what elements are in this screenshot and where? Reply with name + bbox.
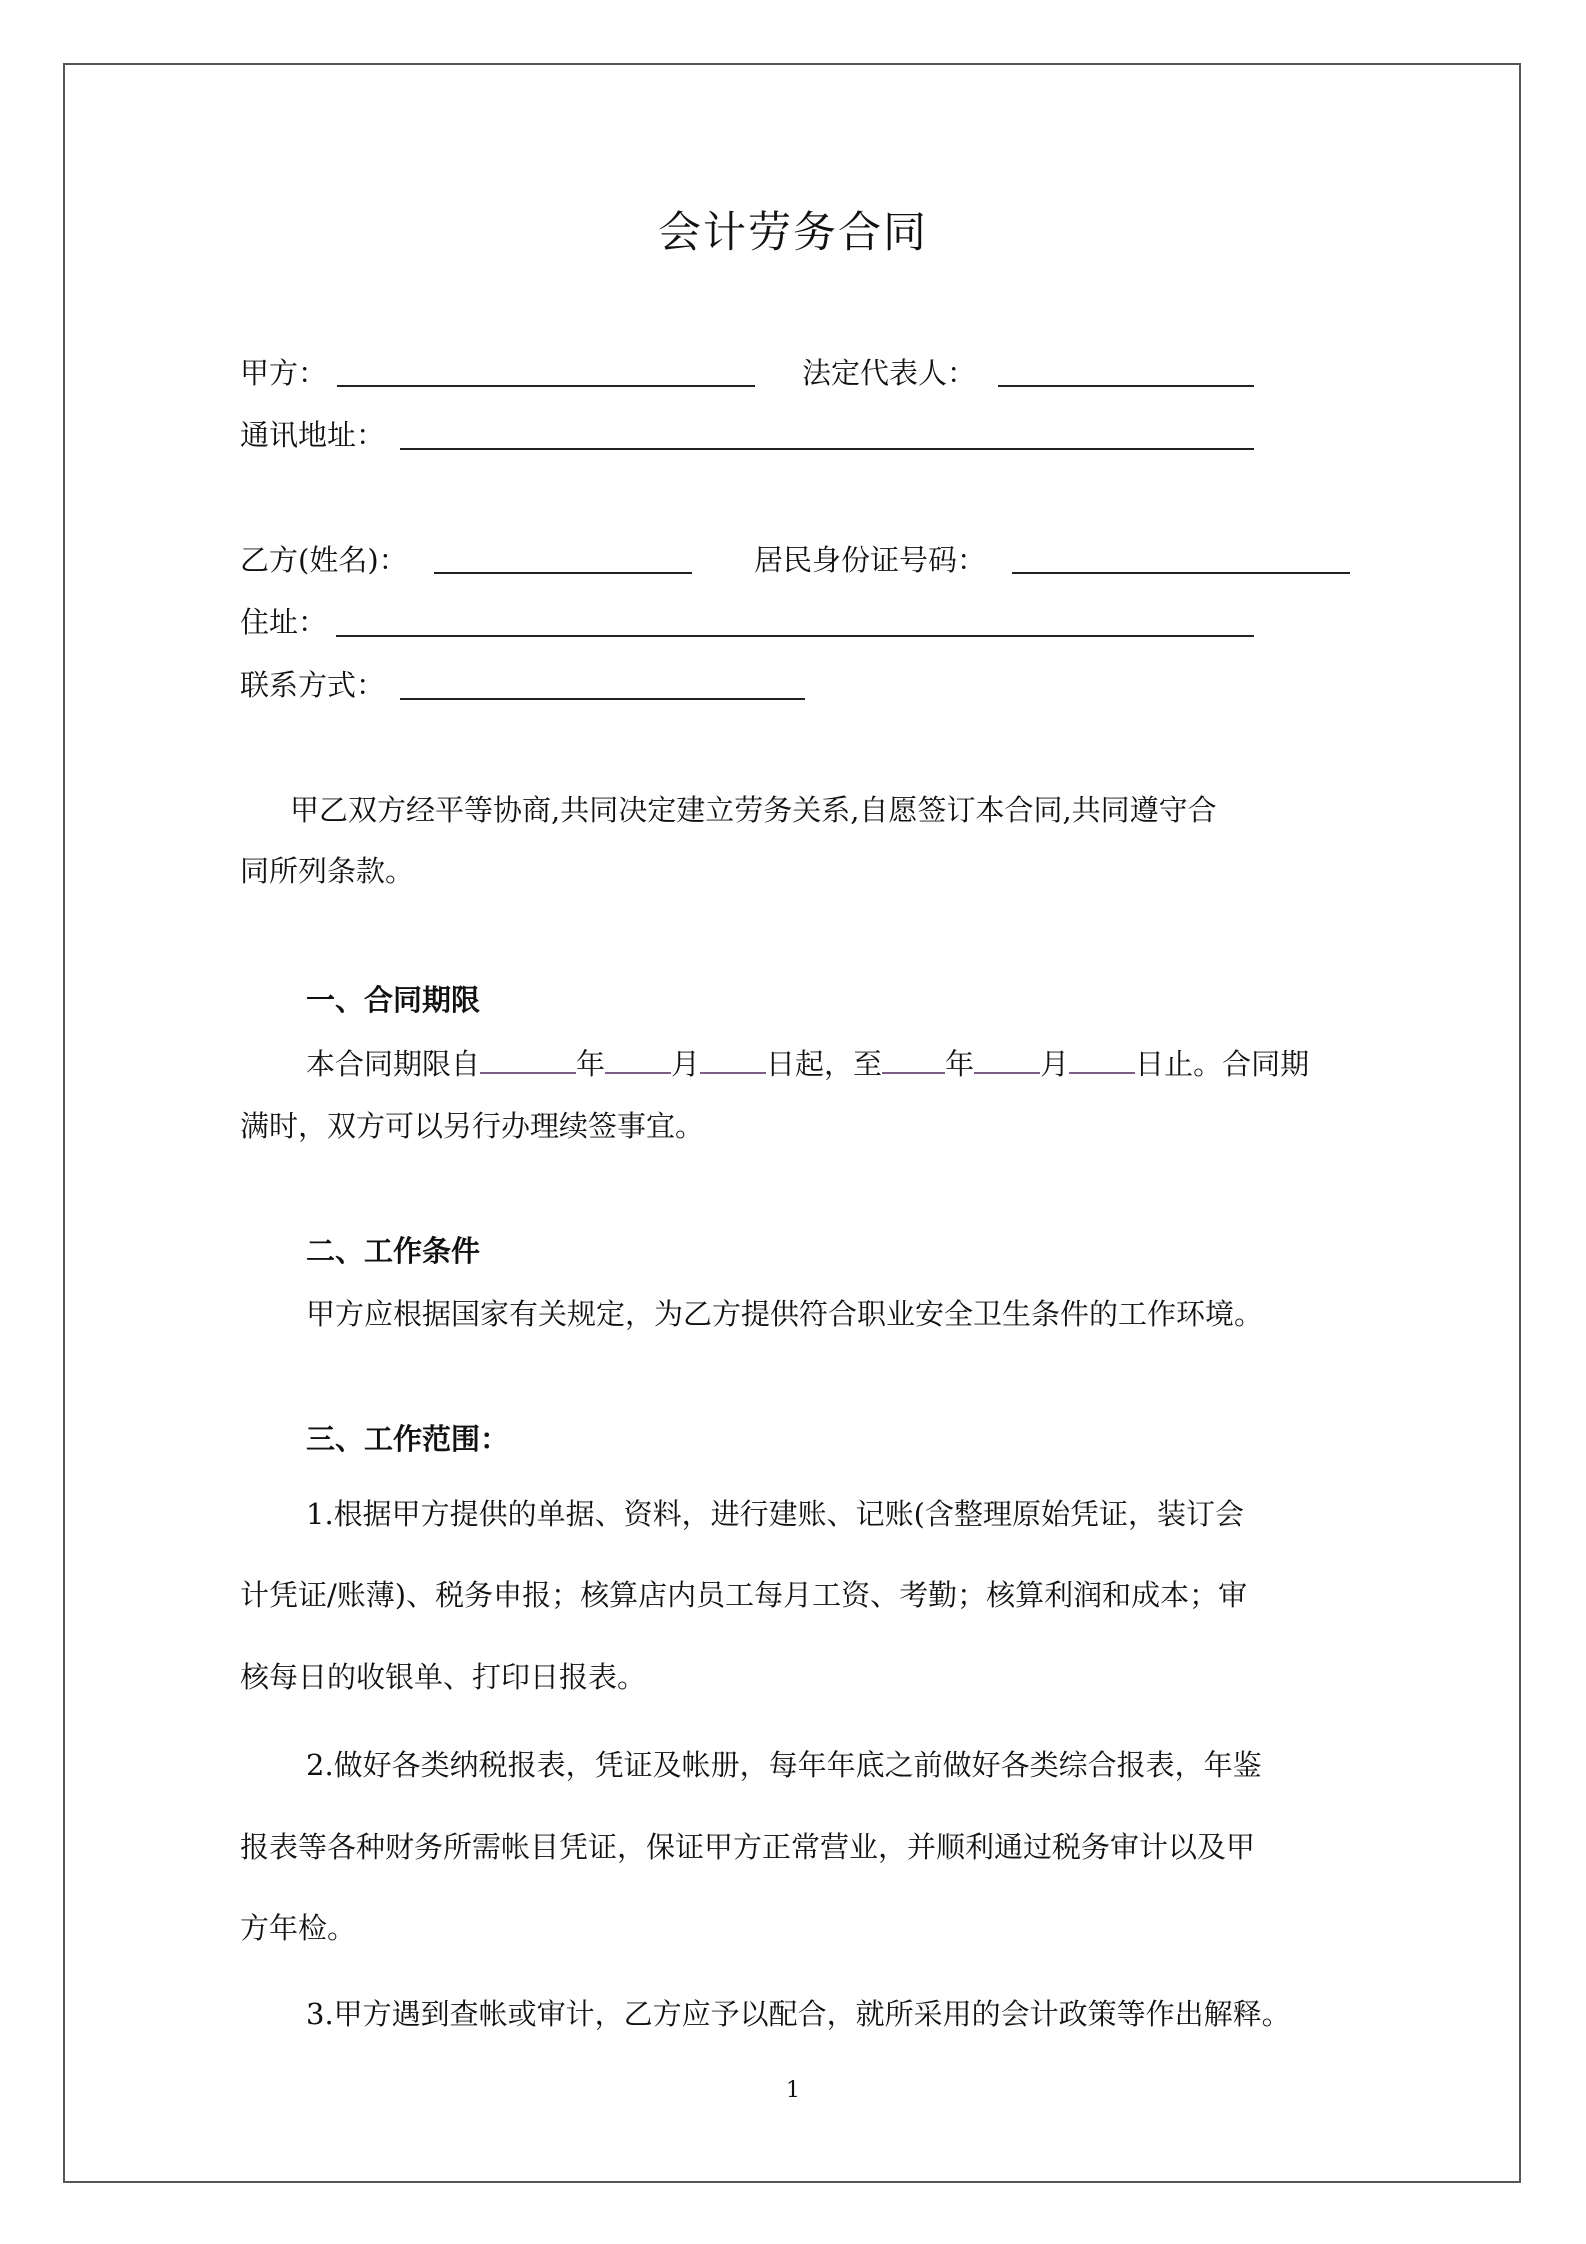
- id-number-field[interactable]: [1012, 572, 1350, 574]
- intro-line-1: 甲乙双方经平等协商,共同决定建立劳务关系,自愿签订本合同,共同遵守合: [290, 793, 1217, 827]
- section-2-heading: 二、工作条件: [306, 1234, 481, 1268]
- start-month-blank[interactable]: [605, 1046, 671, 1074]
- item-1-line-3: 核每日的收银单、打印日报表。: [240, 1660, 647, 1694]
- start-day-blank[interactable]: [700, 1046, 766, 1074]
- document-title: 会计劳务合同: [658, 208, 928, 258]
- item-2-line-2: 报表等各种财务所需帐目凭证，保证甲方正常营业，并顺利通过税务审计以及甲: [240, 1830, 1256, 1864]
- party-b-name-field[interactable]: [434, 572, 692, 574]
- term-month-1: 月: [671, 1047, 701, 1081]
- term-day-1: 日起，至: [766, 1047, 883, 1081]
- legal-rep-field[interactable]: [998, 385, 1254, 387]
- term-month-2: 月: [1040, 1047, 1070, 1081]
- party-a-address-field[interactable]: [400, 448, 1254, 450]
- item-2-line-1: 2.做好各类纳税报表，凭证及帐册，每年年底之前做好各类综合报表，年鉴: [306, 1748, 1262, 1782]
- item-1-line-2: 计凭证/账薄)、税务申报；核算店内员工每月工资、考勤；核算利润和成本；审: [240, 1578, 1248, 1612]
- section-2-body: 甲方应根据国家有关规定，为乙方提供符合职业安全卫生条件的工作环境。: [306, 1297, 1264, 1331]
- intro-line-2: 同所列条款。: [240, 854, 415, 888]
- end-day-blank[interactable]: [1069, 1046, 1135, 1074]
- item-1-line-1: 1.根据甲方提供的单据、资料，进行建账、记账(含整理原始凭证，装订会: [306, 1497, 1244, 1531]
- party-a-address-label: 通讯地址：: [240, 418, 386, 452]
- legal-rep-label: 法定代表人：: [802, 356, 977, 390]
- party-a-label: 甲方：: [240, 356, 328, 390]
- start-year-blank[interactable]: [480, 1046, 576, 1074]
- end-month-blank[interactable]: [974, 1046, 1040, 1074]
- page-number: 1: [786, 2078, 800, 2103]
- item-3-line-1: 3.甲方遇到查帐或审计，乙方应予以配合，就所采用的会计政策等作出解释。: [306, 1997, 1291, 2031]
- term-year-2: 年: [945, 1047, 975, 1081]
- section-1-line-2: 满时，双方可以另行办理续签事宜。: [240, 1109, 705, 1143]
- party-b-address-field[interactable]: [336, 635, 1254, 637]
- section-1-heading: 一、合同期限: [306, 983, 481, 1017]
- contact-label: 联系方式：: [240, 668, 386, 702]
- id-number-label: 居民身份证号码：: [754, 543, 987, 577]
- end-year-blank[interactable]: [882, 1046, 945, 1074]
- term-year-1: 年: [576, 1047, 606, 1081]
- contact-field[interactable]: [400, 698, 805, 700]
- item-2-line-3: 方年检。: [240, 1911, 357, 1945]
- party-b-address-label: 住址：: [240, 605, 328, 639]
- party-b-name-label: 乙方(姓名)：: [240, 543, 408, 577]
- section-3-heading: 三、工作范围：: [306, 1422, 510, 1456]
- term-text-start: 本合同期限自: [306, 1047, 481, 1081]
- term-text-end: 日止。合同期: [1135, 1047, 1310, 1081]
- party-a-name-field[interactable]: [337, 385, 755, 387]
- contract-term-line: [306, 1044, 1309, 1084]
